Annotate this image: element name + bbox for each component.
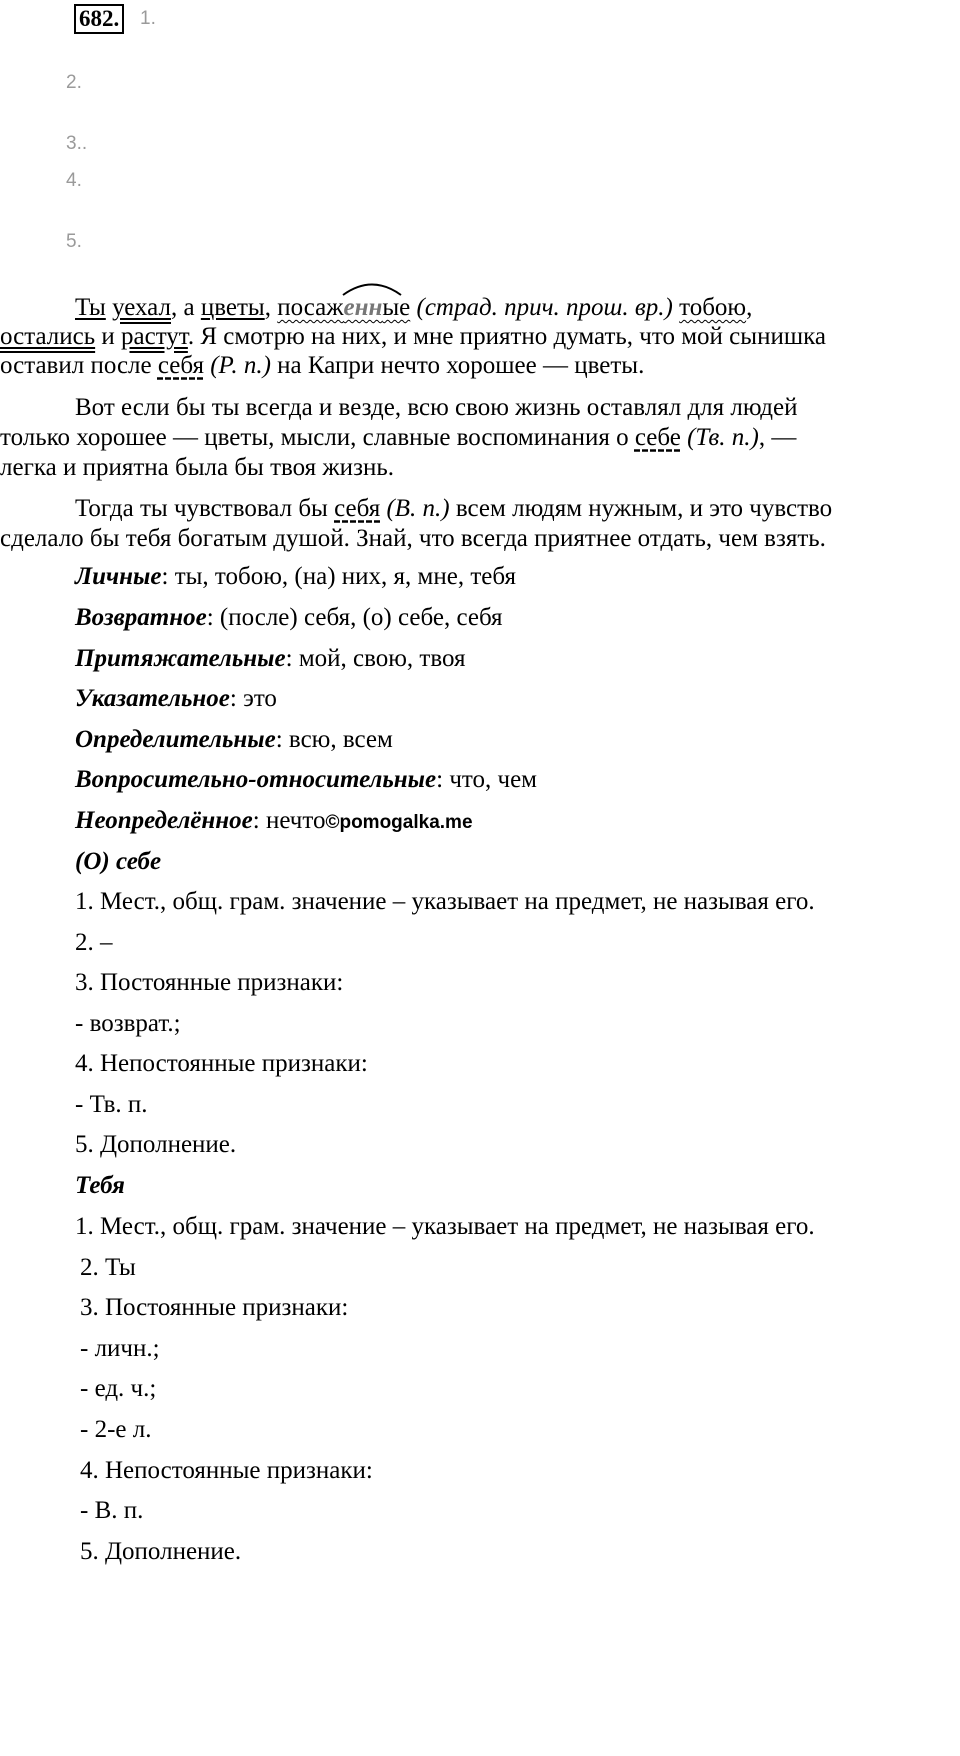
analysis-2-heading: Тебя: [75, 1172, 125, 1199]
watermark: ©pomogalka.me: [325, 812, 473, 833]
paragraph-1-line-3: [0, 349, 644, 382]
paragraph-2-line-2: [0, 421, 796, 454]
analysis-2-line: 5. Дополнение.: [80, 1538, 242, 1565]
analysis-2-line: 1. Мест., общ. грам. значение – указывает на предмет, не называя его.: [75, 1213, 815, 1240]
analysis-2-line: 3. Постоянные признаки:: [80, 1294, 349, 1321]
word-toboyu: тобою: [679, 294, 747, 321]
word-stem: посаж: [277, 294, 344, 321]
text: и: [95, 323, 122, 350]
faint-item-3: 3..: [66, 133, 88, 154]
category-label: Притяжательные: [75, 645, 286, 672]
faint-item-5: 5.: [66, 231, 82, 252]
word-ending: ые: [382, 294, 411, 321]
category-definitive: [75, 725, 393, 755]
analysis-1-line: 2. –: [75, 929, 113, 956]
category-value: : нечто: [252, 807, 326, 834]
text: Тогда ты чувствовал бы: [75, 495, 335, 522]
category-label: Определительные: [75, 726, 276, 753]
text: на Капри нечто хорошее — цветы.: [270, 352, 645, 379]
exercise-number: 682.: [74, 4, 124, 34]
category-label: Вопросительно-относительные: [75, 766, 437, 793]
category-label: Возвратное: [75, 604, 207, 631]
category-indefinite: [75, 806, 473, 838]
text: , а: [170, 294, 201, 321]
word-sebya: себя: [334, 495, 381, 522]
analysis-1-line: 5. Дополнение.: [75, 1131, 237, 1158]
category-value: : что, чем: [436, 766, 537, 793]
analysis-1-line: 3. Постоянные признаки:: [75, 969, 344, 996]
paragraph-2-line-1: Вот если бы ты всегда и везде, всю свою жизнь оставлял для людей: [75, 394, 798, 421]
analysis-1-line: 1. Мест., общ. грам. значение – указывает на предмет, не называя его.: [75, 888, 815, 915]
analysis-1-line: - возврат.;: [75, 1010, 181, 1037]
analysis-2-line: 2. Ты: [80, 1254, 136, 1281]
paragraph-3-line-2: сделало бы тебя богатым душой. Знай, что всегда приятнее отдать, чем взять.: [0, 525, 826, 552]
text: всем людям нужным, и это чувство: [449, 495, 833, 522]
text: ,: [264, 294, 278, 321]
paragraph-2-line-3: легка и приятна была бы твоя жизнь.: [0, 454, 394, 481]
text: . Я смотрю на них, и мне приятно думать, что мой сынишка: [187, 323, 826, 350]
paragraph-3-line-1: [0, 492, 832, 525]
word-rastut: растут: [121, 323, 188, 350]
word-sebya: себя: [157, 352, 204, 379]
grammar-note: (Р. п.): [203, 352, 271, 379]
category-reflexive: [75, 603, 503, 633]
category-value: : ты, тобою, (на) них, я, мне, тебя: [161, 563, 516, 590]
analysis-2-line: - ед. ч.;: [80, 1375, 157, 1402]
faint-item-4: 4.: [66, 170, 82, 191]
analysis-2-line: - 2-е л.: [80, 1416, 152, 1443]
suffix-enn: [343, 294, 382, 321]
analysis-1-heading: (О) себе: [75, 848, 162, 875]
suffix-text: енн: [343, 294, 383, 321]
faint-item-1: 1.: [140, 8, 156, 29]
category-value: : всю, всем: [275, 726, 393, 753]
word-ostalis: остались: [0, 323, 96, 350]
category-demonstrative: [75, 684, 277, 714]
analysis-2-line: 4. Непостоянные признаки:: [80, 1457, 373, 1484]
text: оставил после: [0, 352, 158, 379]
word-ty: Ты: [75, 294, 106, 321]
grammar-note: (Тв. п.): [680, 424, 759, 451]
category-personal: [75, 562, 516, 592]
category-value: : мой, свою, твоя: [285, 645, 466, 672]
category-label: Личные: [75, 563, 162, 590]
word-sebe: себе: [634, 424, 681, 451]
text: , —: [758, 424, 797, 451]
category-interrogative-relative: [75, 765, 537, 795]
category-value: : (после) себя, (о) себе, себя: [206, 604, 503, 631]
category-possessive: [75, 644, 466, 674]
category-value: : это: [229, 685, 277, 712]
analysis-1-line: 4. Непостоянные признаки:: [75, 1050, 368, 1077]
suffix-arc-icon: [341, 280, 403, 296]
grammar-note: (В. п.): [380, 495, 450, 522]
faint-item-2: 2.: [66, 72, 82, 93]
analysis-2-line: - личн.;: [80, 1335, 160, 1362]
category-label: Неопределённое: [75, 807, 253, 834]
text: только хорошее — цветы, мысли, славные воспоминания о: [0, 424, 635, 451]
word-tsvety: цветы: [200, 294, 265, 321]
analysis-2-line: - В. п.: [80, 1497, 144, 1524]
word-uehal: уехал: [112, 294, 171, 321]
text: ,: [746, 294, 753, 321]
word-posazhennye: [277, 294, 410, 321]
grammar-note: (страд. прич. прош. вр.): [416, 294, 673, 321]
category-label: Указательное: [75, 685, 230, 712]
analysis-1-line: - Тв. п.: [75, 1091, 148, 1118]
